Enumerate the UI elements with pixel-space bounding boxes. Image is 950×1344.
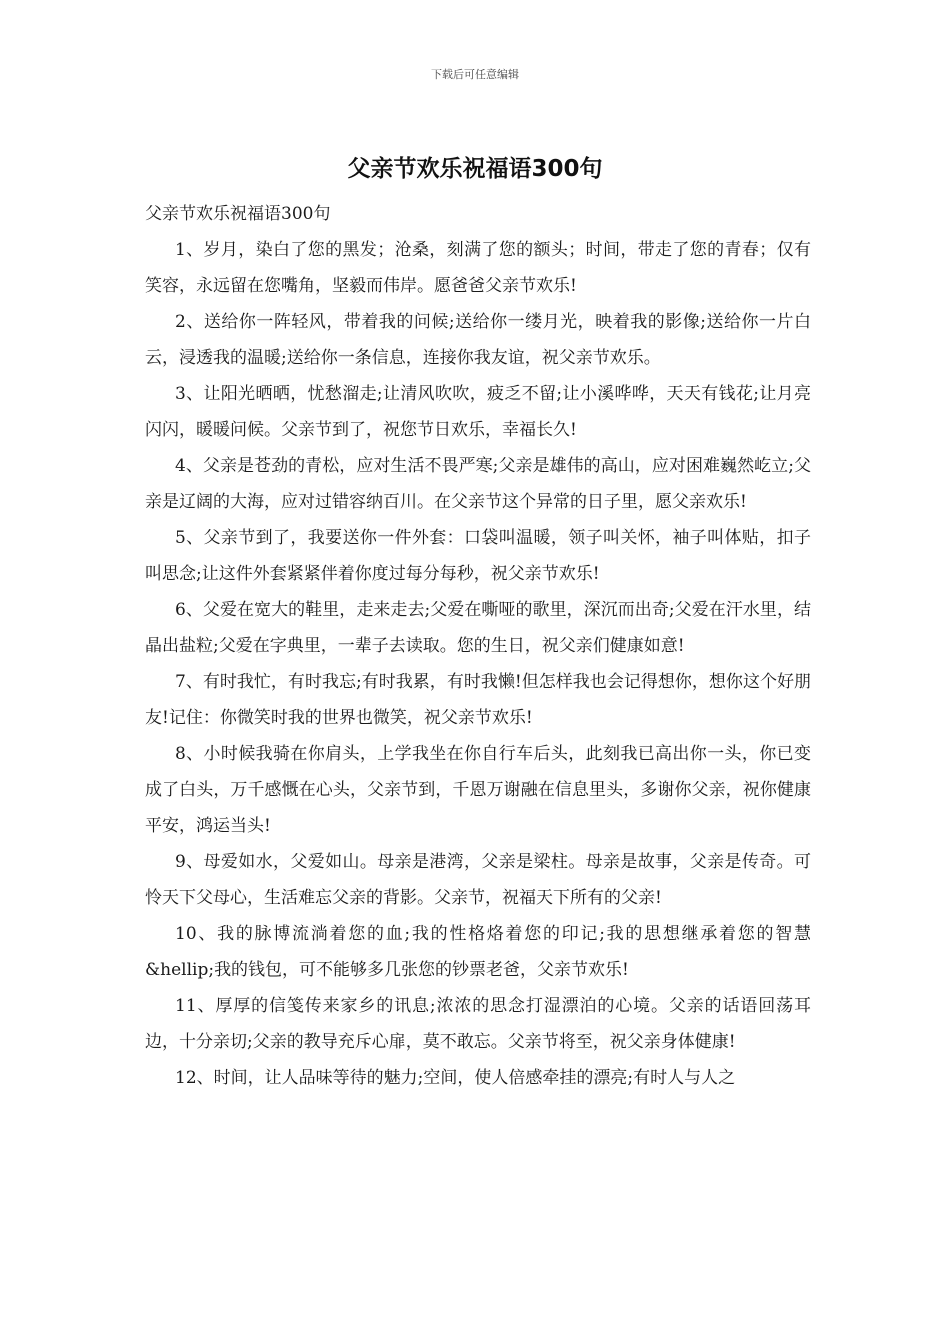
page-header-note: 下载后可任意编辑: [431, 68, 519, 81]
paragraph-7: 7、有时我忙，有时我忘;有时我累，有时我懒!但怎样我也会记得想你，想你这个好朋友!记住：你微笑时我的世界也微笑，祝父亲节欢乐!: [145, 672, 811, 728]
paragraph-2: 2、送给你一阵轻风，带着我的问候;送给你一缕月光，映着我的影像;送给你一片白云，浸透我的温暖;送给你一条信息，连接你我友谊，祝父亲节欢乐。: [145, 312, 811, 368]
paragraph-11: 11、厚厚的信笺传来家乡的讯息;浓浓的思念打湿漂泊的心境。父亲的话语回荡耳边，十分亲切;父亲的教导充斥心扉，莫不敢忘。父亲节将至，祝父亲身体健康!: [145, 996, 811, 1052]
paragraph-10: 10、我的脉博流淌着您的血;我的性格烙着您的印记;我的思想继承着您的智慧&hellip;我的钱包，可不能够多几张您的钞票老爸，父亲节欢乐!: [145, 924, 811, 980]
paragraph-8: 8、小时候我骑在你肩头，上学我坐在你自行车后头，此刻我已高出你一头，你已变成了白头，万千感慨在心头，父亲节到，千恩万谢融在信息里头，多谢你父亲，祝你健康平安，鸿运当头!: [145, 744, 811, 836]
paragraph-12: 12、时间，让人品味等待的魅力;空间，使人倍感牵挂的漂亮;有时人与人之: [175, 1068, 736, 1088]
document-title: 父亲节欢乐祝福语300句: [347, 156, 603, 182]
paragraph-6: 6、父爱在宽大的鞋里，走来走去;父爱在嘶哑的歌里，深沉而出奇;父爱在汗水里，结晶出盐粒;父爱在字典里，一辈子去读取。您的生日，祝父亲们健康如意!: [145, 600, 811, 656]
paragraph-9: 9、母爱如水，父爱如山。母亲是港湾，父亲是梁柱。母亲是故事，父亲是传奇。可怜天下父母心，生活难忘父亲的背影。父亲节，祝福天下所有的父亲!: [145, 852, 811, 908]
paragraph-5: 5、父亲节到了，我要送你一件外套：口袋叫温暖，领子叫关怀，袖子叫体贴，扣子叫思念;让这件外套紧紧伴着你度过每分每秒，祝父亲节欢乐!: [145, 528, 811, 584]
document-subtitle: 父亲节欢乐祝福语300句: [145, 204, 331, 224]
paragraph-3: 3、让阳光晒晒，忧愁溜走;让清风吹吹，疲乏不留;让小溪哗哗，天天有钱花;让月亮闪闪，暖暖问候。父亲节到了，祝您节日欢乐，幸福长久!: [145, 384, 811, 440]
paragraph-1: 1、岁月，染白了您的黑发；沧桑，刻满了您的额头；时间，带走了您的青春；仅有笑容，永远留在您嘴角，坚毅而伟岸。愿爸爸父亲节欢乐!: [145, 240, 811, 296]
document-body: [145, 196, 811, 1096]
paragraph-4: 4、父亲是苍劲的青松，应对生活不畏严寒;父亲是雄伟的高山，应对困难巍然屹立;父亲是辽阔的大海，应对过错容纳百川。在父亲节这个异常的日子里，愿父亲欢乐!: [145, 456, 811, 512]
